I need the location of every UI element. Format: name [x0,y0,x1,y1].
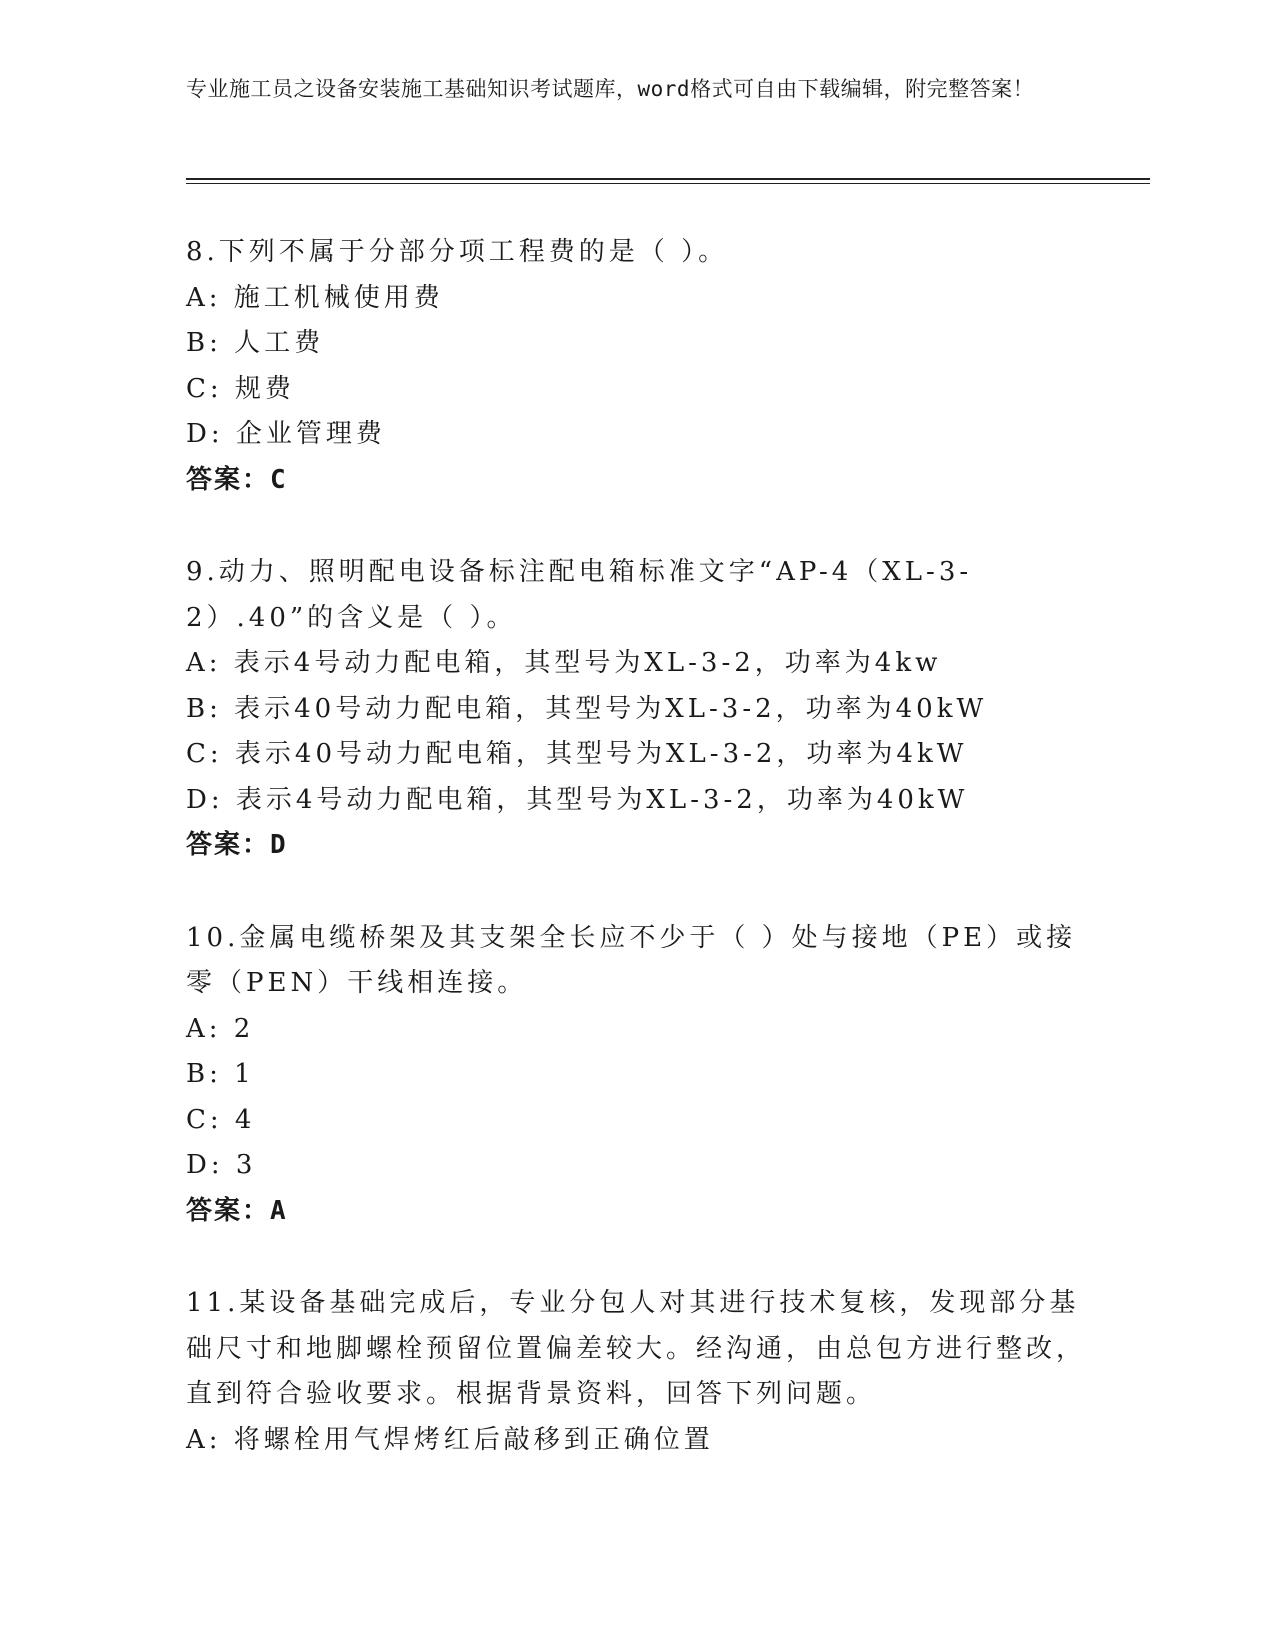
option-d: D: 3 [186,1150,257,1180]
option-b: B: 表示40号动力配电箱，其型号为XL-3-2，功率为40kW [186,693,988,724]
question-11 [186,1281,1086,1463]
option-c: C: 规费 [186,373,295,404]
question-text: 10.金属电缆桥架及其支架全长应不少于（ ）处与接地（PE）或接零（PEN）干线相连接。 [186,922,1077,998]
option-a: A: 表示4号动力配电箱，其型号为XL-3-2，功率为4kw [186,648,942,678]
option-a: A: 2 [186,1013,255,1044]
question-10 [186,916,1086,1235]
question-text: 9.动力、照明配电设备标注配电箱标准文字“AP-4（XL-3-2）.40”的含义是（ ）。 [186,557,973,633]
option-c: C: 表示40号动力配电箱，其型号为XL-3-2，功率为4kW [186,739,968,769]
question-list [186,230,1086,1510]
question-text: 11.某设备基础完成后，专业分包人对其进行技术复核，发现部分基础尺寸和地脚螺栓预留位置偏差较大。经沟通，由总包方进行整改，直到符合验收要求。根据背景资料，回答下列问题。 [186,1288,1087,1409]
option-a: A: 将螺栓用气焊烤红后敲移到正确位置 [186,1424,714,1455]
answer: 答案：A [186,1195,288,1226]
option-d: D: 企业管理费 [186,419,386,449]
answer: 答案：D [186,830,288,860]
question-text: 8.下列不属于分部分项工程费的是（ ）。 [186,237,729,267]
header-divider [186,178,1150,180]
option-d: D: 表示4号动力配电箱，其型号为XL-3-2，功率为40kW [186,784,969,815]
question-9 [186,550,1086,869]
header-divider-thin [186,183,1150,184]
option-c: C: 4 [186,1104,256,1135]
document-header: 专业施工员之设备安装施工基础知识考试题库，word格式可自由下载编辑，附完整答案！ [186,77,1035,101]
option-b: B: 1 [186,1059,255,1089]
option-a: A: 施工机械使用费 [186,282,444,313]
answer: 答案：C [186,464,288,495]
question-8 [186,230,1086,503]
option-b: B: 人工费 [186,328,325,358]
